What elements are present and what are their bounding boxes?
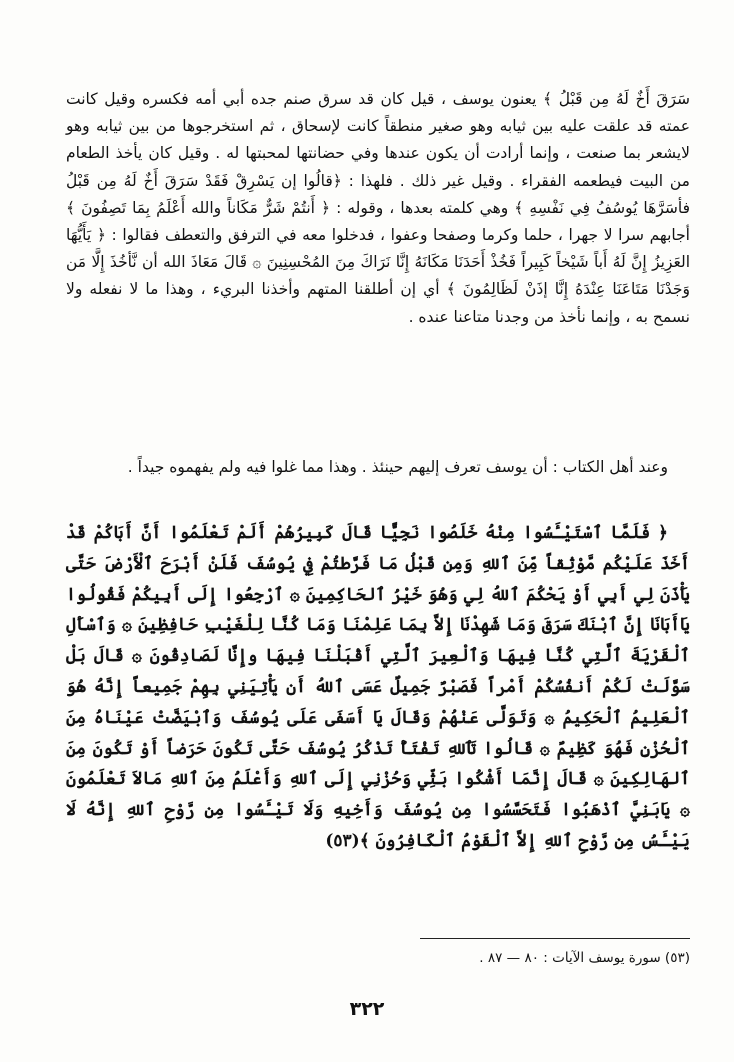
- verse-text: ﴿ فَلَمَّا ٱسْتَيْـَٔسُوا مِنْهُ خَلَصُوا نَجِيًّا قَالَ كَبِيرُهُمْ أَلَمْ تَعْلَمُوا أَنَّ أَبَاكُمْ قَدْ أَخَذَ عَلَيْكُم مَّوْثِقاً مِّنَ ٱللهِ وَمِن قَبْلُ مَا فَرَّطتُمْ فِي يُوسُفَ فَلَنْ أَبْرَحَ ٱلْأَرْضَ حَتَّى يَأْذَنَ لِي أَبِي أَوْ يَحْكُمَ ٱللهُ لِي وَهُوَ خَيْرُ ٱلحَاكِمِينَ ۞ ٱرْجِعُوا إِلَى أَبِيكُمْ فَقُولُوا يَاأَبَانَا إِنَّ ٱبْنَكَ سَرَقَ وَمَا شَهِدْنَا إِلاَّ بِمَا عَلِمْنَا وَمَا كُنَّا لِلْغَيْبِ حَافِظِينَ ۞ وَٱسْأَلِ ٱلْقَرْيَةَ ٱلَّتِي كُنَّا فِيهَا وَٱلْعِيرَ ٱلَّتِي أَقْبَلْنَا فِيهَا وإِنَّا لَصَادِقُونَ ۞ قَالَ بَلْ سَوَّلَتْ لَكُمْ أَنفُسُكُمْ أَمْراً فَصَبْرٌ جَمِيلٌ عَسَى ٱللهُ أَن يَأْتِيَنِي بِهِمْ جَمِيعاً إِنَّهُ هُوَ ٱلْعَلِيمُ ٱلْحَكِيمُ ۞ وَتَوَلَّى عَنْهُمْ وَقَالَ يَا أَسَفَى عَلَى يُوسُفَ وَٱبْيَضَّتْ عَيْنَاهُ مِنَ ٱلْحُزْنِ فَهُوَ كَظِيمٌ ۞ قَالُوا تَٱللهِ تَفْتَأُ تَذْكُرُ يُوسُفَ حَتَّى تَكُونَ حَرَضاً أَوْ تَكُونَ مِنَ ٱلهَالِكِينَ ۞ قَالَ إِنَّمَا أَشْكُوا بَثِّي وَحُزْنِي إِلَى ٱللهِ وَأَعْلَمُ مِنَ ٱللهِ مَالاَ تَعْلَمُونَ ۞ يَابَنِيَّ ٱذْهَبُوا فَتَحَسَّسُوا مِن يُوسُفَ وَأَخِيهِ وَلَا تَيْـَٔسُوا مِن رَّوْحِ ٱللهِ إِنَّهُ لَا يَيْـَٔسُ مِن رَّوْحِ ٱللهِ إِلاَّ ٱلْقَوْمُ ٱلْكَافِرُونَ ﴾(٥٣): [66, 523, 690, 851]
- paragraph-text: وعند أهل الكتاب : أن يوسف تعرف إليهم حينئذ . وهذا مما غلوا فيه ولم يفهموه جيداً .: [127, 458, 668, 476]
- quran-verse-block: [66, 518, 690, 857]
- page-number: ٣٢٢: [349, 998, 385, 1020]
- body-paragraph-1: [66, 86, 690, 331]
- paragraph-text: سَرَقَ أَخٌ لَهُ مِن قَبْلُ ﴾ يعنون يوسف ، قيل كان قد سرق صنم جده أبي أمه فكسره وقيل كانت عمته قد علقت عليه بين ثيابه وهو صغير منطقاً كانت لإسحاق ، ثم استخرجوها من بين ثيابه وهو لايشعر بما صنعت ، وإنما أرادت أن يكون عندها وفي حضانتها لمحبتها له . وقيل كان يأخذ الطعام من البيت فيطعمه الفقراء . وقيل غير ذلك . فلهذا : ﴿قالُوا إن يَسْرِقْ فَقَدْ سَرَقَ أَخٌ لَهُ مِن قَبْلُ فأسَرَّهَا يُوسُفُ فِي نَفْسِهِ ﴾ وهي كلمته بعدها ، وقوله : ﴿ أَنتُمْ شَرٌّ مَكَاناً والله أَعْلَمُ بِمَا تَصِفُونَ ﴾ أجابهم سرا لا جهرا ، حلما وكرما وصفحا وعفوا ، فدخلوا معه في الترفق والتعطف فقالوا : ﴿ يَأَيُّهَا العَزِيزُ إِنَّ لَهُ أَباً شَيْخاً كَبِيراً فَخُذْ أَحَدَنَا مَكَانَهُ إِنَّا نَرَاكَ مِنَ المُحْسِنِينَ ۞ قَالَ مَعَاذَ الله أن نَّأخُذَ إِلَّا مَن وَجَدْنَا مَتَاعَنَا عِنْدَهُ إِنَّا إذَنْ لَظَالِمُونَ ﴾ أي إن أطلقنا المتهم وأخذنا البريء ، وهذا ما لا نفعله ولا نسمح به ، وإنما نأخذ من وجدنا متاعنا عنده .: [66, 90, 690, 326]
- footnote-divider: [420, 938, 690, 939]
- body-paragraph-2: [66, 454, 690, 481]
- footnote: (٥٣) سورة يوسف الآيات : ٨٠ — ٨٧ .: [479, 950, 690, 966]
